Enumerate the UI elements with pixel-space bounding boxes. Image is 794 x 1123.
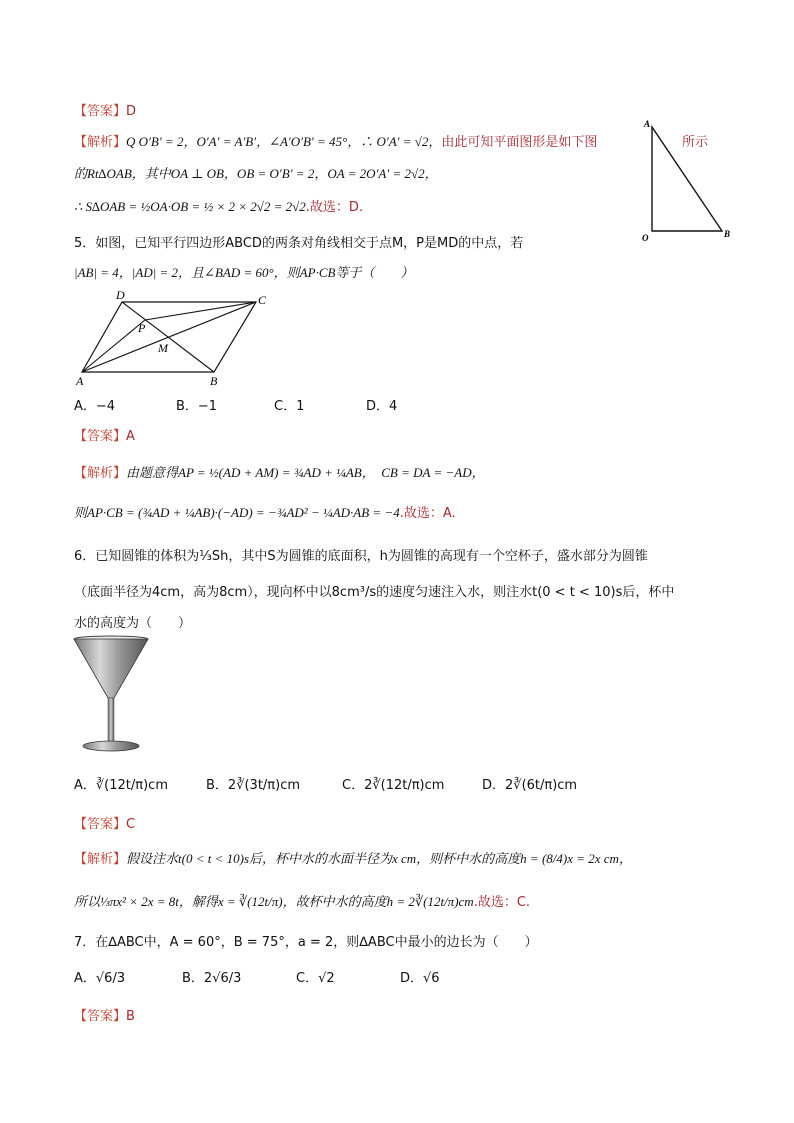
vertex-label-o: O: [642, 233, 649, 243]
glass-base: [83, 741, 139, 751]
segment-pc: [145, 302, 256, 320]
analysis-math: ∴ S∆OAB = ½OA·OB = ½ × 2 × 2√2 = 2√2: [74, 199, 306, 214]
parallelogram-figure: [70, 288, 280, 388]
analysis-red-text: .故选：A.: [399, 506, 456, 521]
diagonal-ac: [82, 302, 256, 372]
q4-analysis-line1: [74, 131, 597, 150]
analysis-math: 则AP·CB = (¾AD + ¼AB)·(−AD) = −¾AD² − ¼AD·AB = −4: [74, 505, 400, 520]
q5-analysis-line2: [74, 502, 456, 521]
q6-answer-line: [74, 813, 135, 832]
q4-analysis-line2: 的Rt∆OAB，其中OA ⊥ OB，OB = O′B′ = 2，OA = 2O′A′ = 2√2，: [74, 166, 438, 181]
answer-tag: 【答案】: [74, 1009, 127, 1024]
q4-analysis-tail: 所示: [682, 135, 709, 150]
q5-stem-line1: 5．如图，已知平行四边形ABCD的两条对角线相交于点M，P是MD的中点，若: [74, 236, 524, 251]
answer-tag: 【答案】: [74, 429, 127, 444]
analysis-math: 所以⅓πx² × 2x = 8t，解得x = ∛(12t/π)，故杯中水的高度h = 2∛(12t/π)cm: [74, 894, 474, 909]
vertex-label-b: B: [724, 229, 731, 239]
q6-stem-line2: （底面半径为4cm，高为8cm），现向杯中以8cm³/s的速度匀速注入水，则注水t(0 < t < 10)s后，杯中: [74, 585, 675, 600]
q7-option-c: C．√2: [296, 971, 335, 986]
triangle-shape: [652, 127, 722, 231]
q5-option-d: D．4: [366, 399, 398, 414]
glass-bowl: [74, 639, 148, 698]
analysis-tag: 【解析】: [74, 852, 127, 867]
q5-option-b: B．−1: [176, 399, 218, 414]
answer-value: D: [126, 104, 137, 119]
vertex-label-a: A: [644, 119, 651, 129]
q6-stem-line1: 6．已知圆锥的体积为⅓Sh，其中S为圆锥的底面积，h为圆锥的高现有一个空杯子，盛水部分为圆锥: [74, 549, 648, 564]
diagonal-bd: [122, 302, 214, 372]
analysis-math: 假设注水t(0 < t < 10)s后，杯中水的水面半径为x cm，则杯中水的高度h = (8/4)x = 2x cm，: [126, 851, 632, 866]
q7-answer-line: [74, 1005, 135, 1024]
point-label-m: M: [158, 341, 168, 355]
q6-option-a: A．∛(12t/π)cm: [74, 778, 168, 793]
answer-value: B: [126, 1009, 135, 1024]
analysis-red-text: .故选：C.: [473, 895, 531, 910]
q6-option-b: B．2∛(3t/π)cm: [206, 778, 301, 793]
answer-tag: 【答案】: [74, 817, 127, 832]
analysis-math: Q O′B′ = 2，O′A′ = A′B′，∠A′O′B′ = 45°，∴ O′A′ = √2，: [126, 134, 442, 149]
segment-ap: [82, 320, 145, 372]
analysis-tag: 【解析】: [74, 135, 127, 150]
q4-answer-line: [74, 100, 136, 119]
answer-value: C: [126, 817, 136, 832]
q5-stem-line2: |AB| = 4，|AD| = 2，且∠BAD = 60°，则AP·CB等于（ ）: [74, 265, 414, 280]
answer-tag: 【答案】: [74, 104, 127, 119]
vertex-label-a: A: [76, 374, 84, 388]
q5-analysis-line1: [74, 462, 485, 481]
q6-analysis-line1: [74, 848, 632, 867]
vertex-label-d: D: [116, 288, 125, 302]
analysis-red-text: .故选：D.: [305, 200, 364, 215]
q7-option-a: A．√6/3: [74, 971, 126, 986]
q7-option-b: B．2√6/3: [182, 971, 242, 986]
vertex-label-c: C: [258, 293, 267, 307]
q7-stem: 7．在∆ABC中，A = 60°，B = 75°，a = 2，则∆ABC中最小的边长为（ ）: [74, 935, 538, 950]
q5-option-c: C．1: [274, 399, 305, 414]
analysis-tag: 【解析】: [74, 466, 127, 481]
analysis-math: 由题意得AP = ½(AD + AM) = ¾AD + ¼AB， CB = DA = −AD，: [126, 465, 485, 480]
vertex-label-b: B: [210, 374, 218, 388]
q7-option-d: D．√6: [400, 971, 440, 986]
answer-value: A: [126, 429, 135, 444]
q6-option-c: C．2∛(12t/π)cm: [342, 778, 445, 793]
point-label-p: P: [138, 321, 146, 335]
q6-stem-line3: 水的高度为（ ）: [74, 616, 192, 631]
analysis-red-text: 由此可知平面图形是如下图: [441, 135, 598, 150]
martini-glass-image: [72, 634, 152, 754]
q5-option-a: A．−4: [74, 399, 116, 414]
q4-analysis-line3: [74, 196, 363, 215]
right-triangle-figure: [640, 115, 740, 245]
q5-answer-line: [74, 425, 135, 444]
glass-stem: [108, 698, 114, 744]
q6-analysis-line2: [74, 891, 530, 910]
q6-option-d: D．2∛(6t/π)cm: [482, 778, 578, 793]
